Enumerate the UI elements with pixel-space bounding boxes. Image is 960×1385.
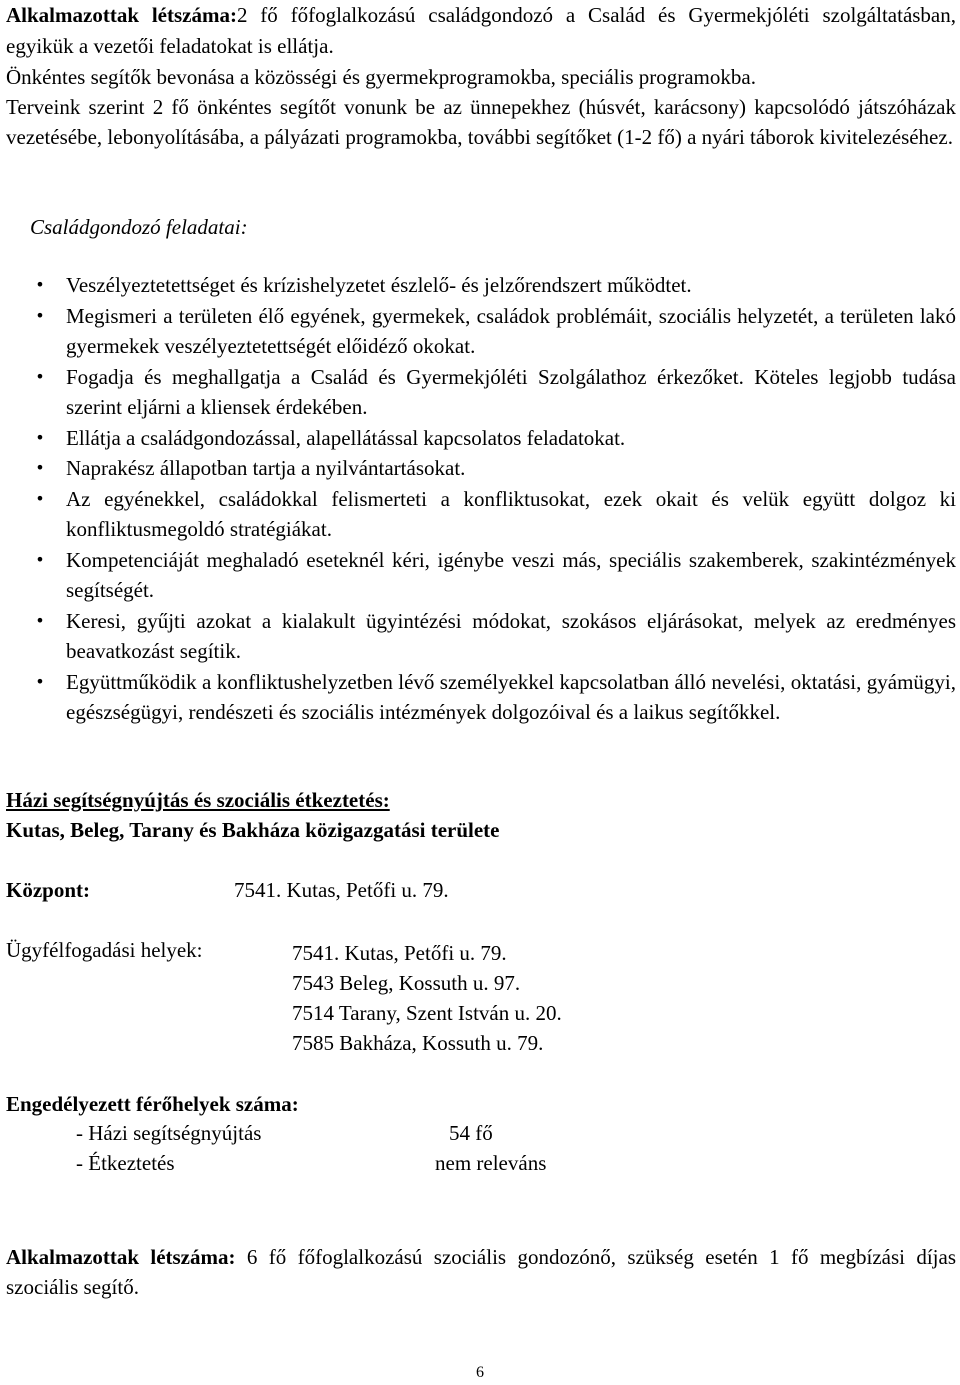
client-place: 7585 Bakháza, Kossuth u. 79. [292,1031,544,1055]
home-care-staff-paragraph [6,1242,956,1302]
places-list [6,1121,956,1181]
duty-text: Együttműködik a konfliktushelyzetben lévő személyekkel kapcsolatban álló nevelési, oktatási, gyámügyi, egészségügyi, rendészeti és szociális intézmények dolgozóival és a laikus segítőkkel. [66,669,956,724]
places-name: - Házi segítségnyújtás [76,1121,262,1145]
duty-text: Fogadja és meghallgatja a Család és Gyermekjóléti Szolgálathoz érkezőket. Köteles legjobb tudása szerint eljárni a kliensek érdekében. [66,364,956,419]
volunteers-paragraph [6,62,956,152]
duties-title: Családgondozó feladatai: [30,215,248,239]
client-place: 7541. Kutas, Petőfi u. 79. [292,941,507,965]
duty-item [6,667,956,728]
duty-text: Keresi, gyűjti azokat a kialakult ügyintézési módokat, szokásos eljárásokat, melyek az eredményes beavatkozást segítik. [66,608,956,663]
places-count: 54 fő [449,1121,493,1145]
intro-staff-text: 2 fő főfoglalkozású családgondozó a Család és Gyermekjóléti szolgáltatásban, egyikük a vezetői feladatokat is ellátja. [6,3,957,58]
duty-item [6,362,956,423]
intro-staff-paragraph [6,0,956,62]
center-label: Központ: [6,878,90,902]
home-care-staff-text: 6 fő főfoglalkozású szociális gondozónő, szükség esetén 1 fő megbízási díjas szociális segítő. [6,1245,956,1299]
places-row [6,1151,956,1181]
duty-text: Megismeri a területen élő egyének, gyermekek, családok problémáit, szociális helyzetét, a területen lakó gyermekek veszélyeztetettségét előidéző okokat. [66,303,956,358]
bullet-icon: • [35,549,45,569]
client-place: 7543 Beleg, Kossuth u. 97. [292,971,521,995]
client-places-label: Ügyfélfogadási helyek: [6,938,203,962]
center-value: 7541. Kutas, Petőfi u. 79. [234,878,449,902]
places-row [6,1121,956,1151]
page-number: 6 [476,1364,484,1381]
home-care-title: Házi segítségnyújtás és szociális étkeztetés: [6,788,390,812]
bullet-icon: • [35,458,45,477]
duty-text: Ellátja a családgondozással, alapellátással kapcsolatos feladatokat. [66,425,626,450]
bullet-icon: • [35,275,45,294]
duty-item [6,545,956,606]
duty-item [6,453,956,484]
client-places-list [292,938,562,1058]
places-title: Engedélyezett férőhelyek száma: [6,1092,299,1116]
bullet-icon: • [35,488,45,508]
duty-item [6,423,956,454]
duty-text: Veszélyeztetettséget és krízishelyzetet észlelő- és jelzőrendszert működtet. [66,273,692,297]
bullet-icon: • [35,427,45,447]
home-care-area: Kutas, Beleg, Tarany és Bakháza közigazgatási területe [6,818,500,842]
intro-staff-label: Alkalmazottak létszáma: [6,3,237,27]
places-count: nem releváns [435,1151,547,1175]
duty-item [6,301,956,362]
bullet-icon: • [35,610,45,630]
duty-text: Kompetenciáját meghaladó eseteknél kéri, igénybe veszi más, speciális szakemberek, szakintézmények segítségét. [66,547,956,602]
duty-item [6,270,956,301]
client-place: 7514 Tarany, Szent István u. 20. [292,1001,562,1025]
volunteers-line-2: Terveink szerint 2 fő önkéntes segítőt vonunk be az ünnepekhez (húsvét, karácsony) kapcsolódó játszóházak vezetésébe, lebonyolításába, a pályázati programokba, további segítőket (1-2 fő) a nyári táborok kivitelezéséhez. [6,95,956,149]
bullet-icon: • [35,366,45,386]
volunteers-line-1: Önkéntes segítők bevonása a közösségi és gyermekprogramokba, speciális programokba. [6,65,756,89]
duty-item [6,484,956,545]
places-name: - Étkeztetés [76,1151,175,1175]
duties-list [6,270,956,728]
duty-text: Naprakész állapotban tartja a nyilvántartásokat. [66,456,466,480]
home-care-staff-label: Alkalmazottak létszáma: [6,1245,236,1269]
bullet-icon: • [35,671,45,691]
duty-item [6,606,956,667]
duty-text: Az egyénekkel, családokkal felismerteti a konfliktusokat, ezek okait és velük együtt dolgoz ki konfliktusmegoldó stratégiákat. [66,486,956,541]
bullet-icon: • [35,305,45,325]
